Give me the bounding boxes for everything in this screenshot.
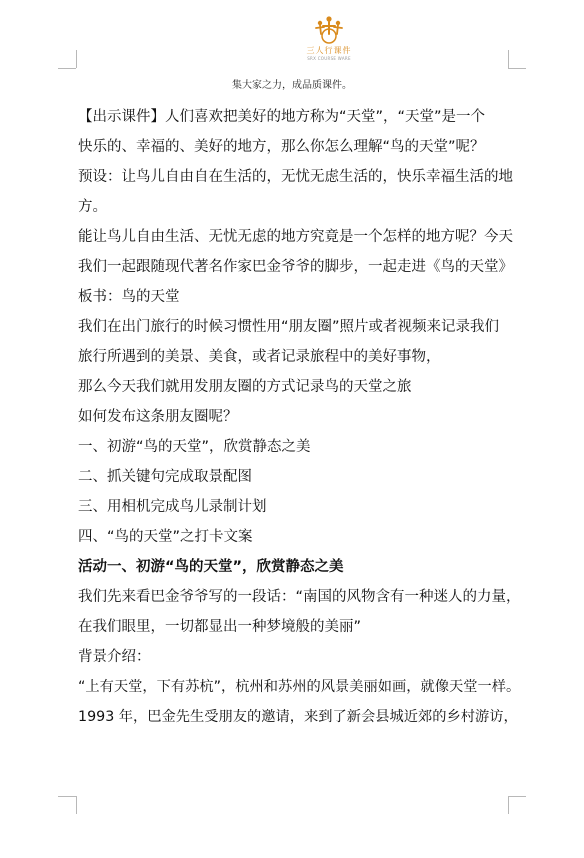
header-tagline: 集大家之力，成品质课件。	[232, 80, 352, 91]
paragraph-line: “上有天堂，下有苏杭”，杭州和苏州的风景美丽如画，就像天堂一样。	[78, 679, 521, 695]
logo-english-text: SRX COURSE WARE	[307, 56, 351, 61]
paragraph-line: 方。	[78, 199, 107, 215]
outline-item-1: 一、初游“鸟的天堂”，欣赏静态之美	[78, 439, 311, 455]
paragraph-line: 板书：鸟的天堂	[78, 289, 180, 305]
paragraph-line: 1993 年，巴金先生受朋友的邀请，来到了新会县城近郊的乡村游访，	[78, 709, 518, 725]
paragraph-line: 我们先来看巴金爷爷写的一段话：“南国的风物含有一种迷人的力量，	[78, 589, 521, 605]
crop-mark-top-right-v	[508, 50, 509, 68]
outline-item-3: 三、用相机完成鸟儿录制计划	[78, 499, 267, 515]
crop-mark-top-left-h	[58, 68, 76, 69]
paragraph-line: 预设：让鸟儿自由自在生活的，无忧无虑生活的，快乐幸福生活的地	[78, 169, 513, 185]
crop-mark-top-left-v	[76, 50, 77, 68]
paragraph-line: 那么今天我们就用发朋友圈的方式记录鸟的天堂之旅	[78, 379, 412, 395]
paragraph-line: 背景介绍：	[78, 649, 151, 665]
outline-item-4: 四、“鸟的天堂”之打卡文案	[78, 529, 253, 545]
paragraph-line: 快乐的、幸福的、美好的地方，那么你怎么理解“鸟的天堂”呢？	[78, 139, 485, 155]
paragraph-line: 我们在出门旅行的时候习惯性用“朋友圈”照片或者视频来记录我们	[78, 319, 500, 335]
outline-item-2: 二、抓关键句完成取景配图	[78, 469, 252, 485]
crop-mark-bottom-right-h	[508, 796, 526, 797]
document-body	[78, 102, 524, 732]
paragraph-line: 在我们眼里，一切都显出一种梦境般的美丽”	[78, 619, 362, 635]
crop-mark-bottom-left-v	[76, 796, 77, 814]
paragraph-line: 我们一起跟随现代著名作家巴金爷爷的脚步，一起走进《鸟的天堂》	[78, 259, 513, 275]
crop-mark-bottom-right-v	[508, 796, 509, 814]
paragraph-line: 【出示课件】人们喜欢把美好的地方称为“天堂”，“天堂”是一个	[78, 109, 486, 125]
logo-chinese-text: 三人行课件	[306, 46, 352, 55]
section-heading-activity-1: 活动一、初游“鸟的天堂”，欣赏静态之美	[78, 559, 344, 575]
paragraph-line: 能让鸟儿自由生活、无忧无虑的地方究竟是一个怎样的地方呢？今天	[78, 229, 513, 245]
paragraph-line: 旅行所遇到的美景、美食，或者记录旅程中的美好事物，	[78, 349, 441, 365]
paragraph-line: 如何发布这条朋友圈呢？	[78, 409, 238, 425]
logo-figures-icon	[309, 14, 349, 44]
crop-mark-bottom-left-h	[58, 796, 76, 797]
crop-mark-top-right-h	[508, 68, 526, 69]
header-logo	[298, 14, 360, 66]
